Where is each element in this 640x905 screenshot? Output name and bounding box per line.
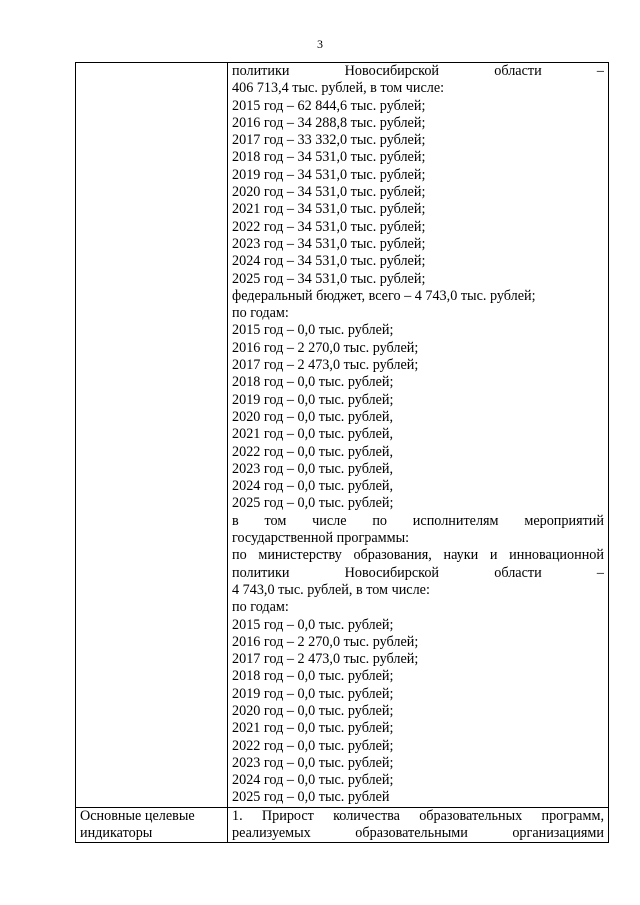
funding-line: 2019 год – 0,0 тыс. рублей; — [232, 685, 394, 702]
funding-line: политики Новосибирской области – — [232, 564, 604, 581]
funding-line: в том числе по исполнителям мероприятий — [232, 512, 604, 529]
funding-line: 2018 год – 34 531,0 тыс. рублей; — [232, 149, 426, 166]
funding-line: 2017 год – 33 332,0 тыс. рублей; — [232, 132, 426, 149]
funding-line: по годам: — [232, 305, 289, 322]
funding-line: 406 713,4 тыс. рублей, в том числе: — [232, 80, 445, 97]
funding-line: 2020 год – 0,0 тыс. рублей; — [232, 702, 394, 719]
funding-line: государственной программы: — [232, 530, 410, 547]
funding-line: 2024 год – 34 531,0 тыс. рублей; — [232, 253, 426, 270]
funding-line: 2018 год – 0,0 тыс. рублей; — [232, 374, 394, 391]
funding-line: 2020 год – 0,0 тыс. рублей, — [232, 408, 394, 425]
funding-line: 2018 год – 0,0 тыс. рублей; — [232, 668, 394, 685]
funding-line: 2024 год – 0,0 тыс. рублей, — [232, 478, 394, 495]
funding-line: 2015 год – 0,0 тыс. рублей; — [232, 322, 394, 339]
indicators-row — [76, 807, 609, 843]
funding-line: 2021 год – 0,0 тыс. рублей; — [232, 720, 394, 737]
funding-line: 4 743,0 тыс. рублей, в том числе: — [232, 581, 430, 598]
funding-line: 2025 год – 0,0 тыс. рублей; — [232, 495, 394, 512]
indicators-label-cell — [76, 807, 228, 843]
funding-line: 2016 год – 2 270,0 тыс. рублей; — [232, 633, 419, 650]
funding-line: 2015 год – 62 844,6 тыс. рублей; — [232, 97, 426, 114]
funding-line: 2017 год – 2 473,0 тыс. рублей; — [232, 357, 419, 374]
funding-line: 2021 год – 34 531,0 тыс. рублей; — [232, 201, 426, 218]
indicators-label: Основные целевые индикаторы — [80, 807, 195, 842]
funding-line: 2016 год – 2 270,0 тыс. рублей; — [232, 339, 419, 356]
funding-line: по министерству образования, науки и инновационной — [232, 547, 604, 564]
funding-line: 2015 год – 0,0 тыс. рублей; — [232, 616, 394, 633]
funding-line: федеральный бюджет, всего – 4 743,0 тыс. рублей; — [232, 287, 536, 304]
funding-line: 2023 год – 0,0 тыс. рублей; — [232, 754, 394, 771]
funding-line: 2025 год – 0,0 тыс. рублей — [232, 789, 390, 806]
funding-line: 2019 год – 34 531,0 тыс. рублей; — [232, 166, 426, 183]
funding-line: по годам: — [232, 599, 289, 616]
funding-line: 2022 год – 0,0 тыс. рублей, — [232, 443, 394, 460]
funding-line: 2024 год – 0,0 тыс. рублей; — [232, 772, 394, 789]
funding-line: 2023 год – 34 531,0 тыс. рублей; — [232, 235, 426, 252]
indicators-text-cell — [228, 807, 609, 843]
funding-cell — [228, 63, 609, 808]
page-number: 3 — [317, 37, 323, 51]
funding-label-cell — [76, 63, 228, 808]
funding-line: 2019 год – 0,0 тыс. рублей; — [232, 391, 394, 408]
funding-line: 2023 год – 0,0 тыс. рублей, — [232, 460, 394, 477]
program-passport-table — [75, 62, 609, 843]
funding-line: 2022 год – 0,0 тыс. рублей; — [232, 737, 394, 754]
funding-line: политики Новосибирской области – — [232, 63, 604, 79]
funding-row — [76, 63, 609, 808]
funding-line: 2020 год – 34 531,0 тыс. рублей; — [232, 184, 426, 201]
funding-line: 2016 год – 34 288,8 тыс. рублей; — [232, 114, 426, 131]
funding-line: 2022 год – 34 531,0 тыс. рублей; — [232, 218, 426, 235]
indicators-text: 1. Прирост количества образовательных программ, реализуемых образовательными организациями — [232, 807, 604, 842]
funding-line: 2021 год – 0,0 тыс. рублей, — [232, 426, 394, 443]
funding-line: 2025 год – 34 531,0 тыс. рублей; — [232, 270, 426, 287]
funding-line: 2017 год – 2 473,0 тыс. рублей; — [232, 651, 419, 668]
